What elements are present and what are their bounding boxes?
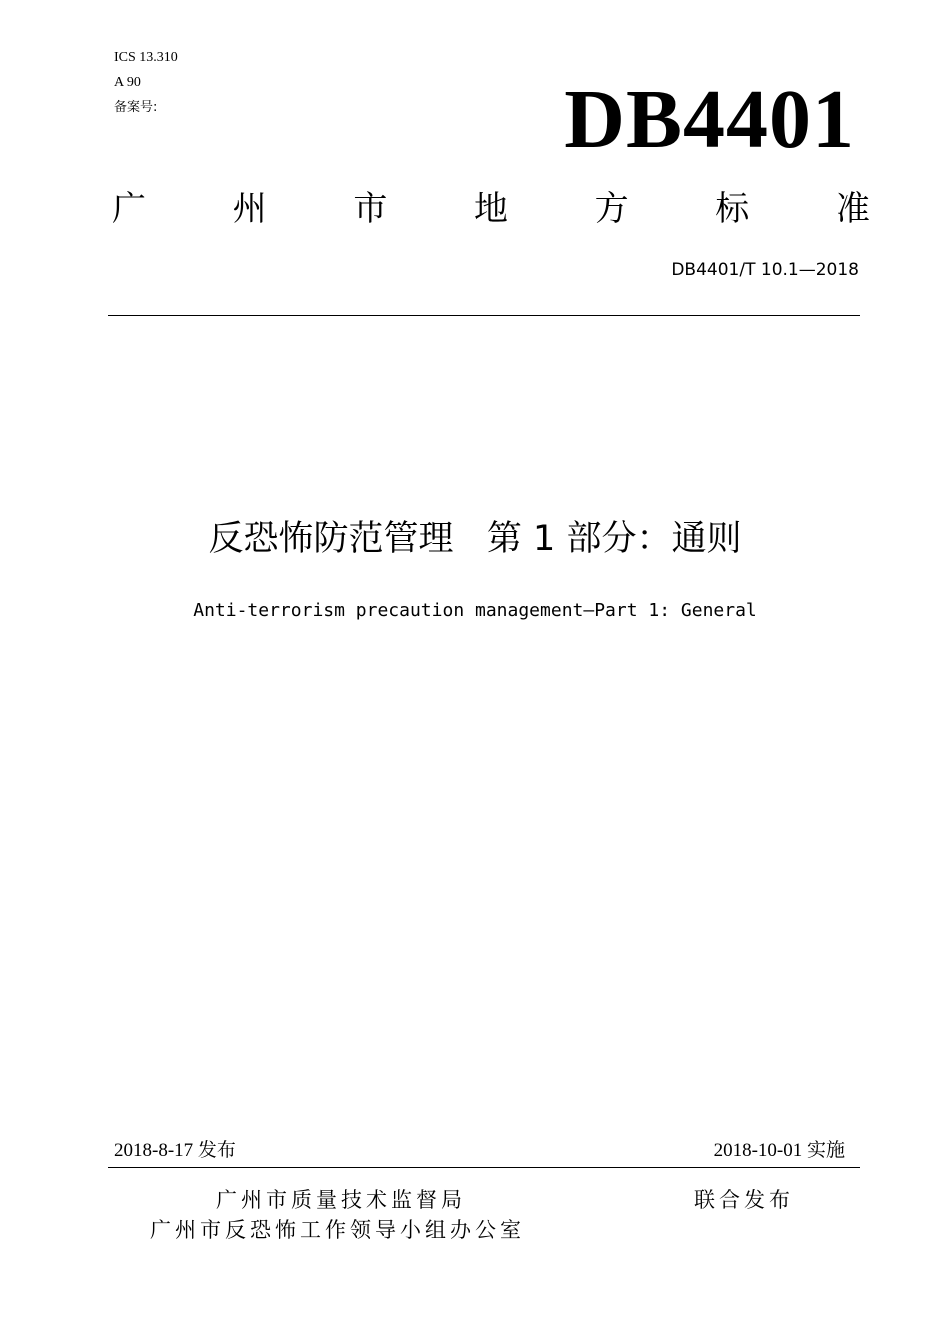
standard-type-char: 广 [112,189,146,229]
ics-code: ICS 13.310 [114,50,178,65]
standard-type-char: 地 [473,189,508,229]
filing-number-label: 备案号: [114,100,158,115]
joint-issue-label: 联合发布 [694,1188,794,1212]
footer-divider [108,1167,860,1168]
standard-type-char: 标 [715,189,750,229]
document-title-cn: 反恐怖防范管理 第 1 部分：通则 [208,519,742,559]
standard-type-char: 州 [232,189,267,229]
standard-type-char: 准 [835,189,870,229]
issuer-antiterror-office: 广州市反恐怖工作领导小组办公室 [150,1218,525,1242]
implementation-date: 2018-10-01 实施 [713,1140,845,1161]
standard-logo: DB4401 [564,73,855,166]
header-divider [108,315,860,316]
standard-type-char: 市 [353,189,388,229]
standard-number: DB4401/T 10.1—2018 [671,260,859,280]
ccs-code: A 90 [114,75,141,90]
standard-type-char: 方 [594,189,629,229]
issue-date: 2018-8-17 发布 [114,1140,236,1161]
standard-type [112,187,870,231]
document-title-en: Anti-terrorism precaution management—Part 1: General [193,600,757,621]
issuer-quality-bureau: 广州市质量技术监督局 [216,1188,466,1212]
